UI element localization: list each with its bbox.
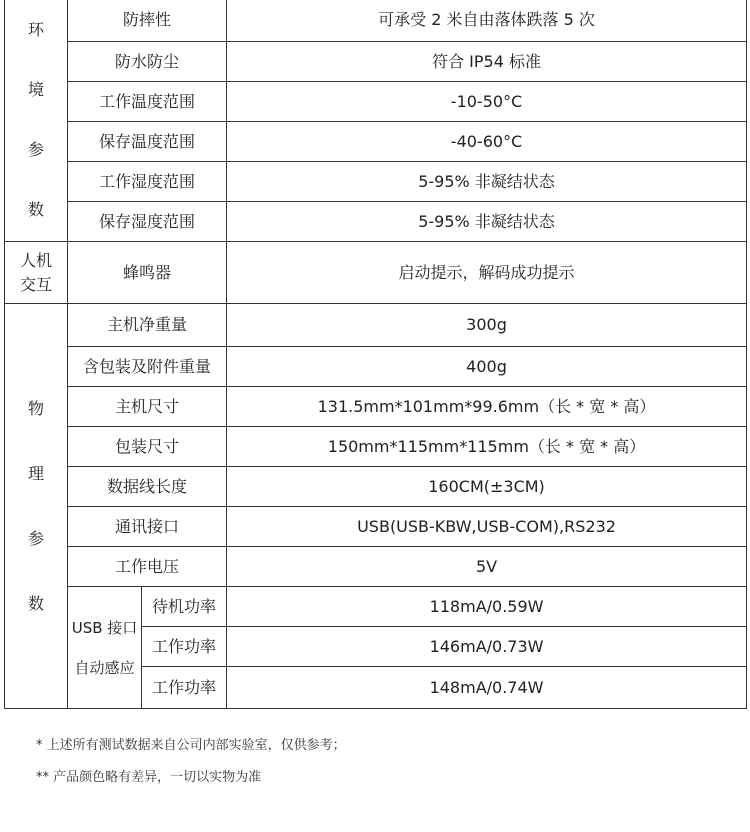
env-category-char: 环: [27, 20, 44, 39]
row-label: 通讯接口: [68, 507, 227, 547]
usb-group-line: USB 接口: [71, 618, 138, 637]
row-label: 防摔性: [68, 0, 227, 42]
table-row: [5, 587, 747, 627]
phys-category-char: 理: [27, 463, 44, 483]
env-category-char: 境: [27, 80, 44, 99]
row-value: -40-60°C: [227, 122, 747, 162]
row-value: 5-95% 非凝结状态: [227, 162, 747, 202]
row-label: 含包装及附件重量: [68, 347, 227, 387]
table-row: [5, 547, 747, 587]
phys-category-cell: [5, 304, 68, 709]
row-value: 可承受 2 米自由落体跌落 5 次: [227, 0, 747, 42]
row-label: 数据线长度: [68, 467, 227, 507]
row-label: 主机净重量: [68, 304, 227, 347]
row-label: 主机尺寸: [68, 387, 227, 427]
env-category-cell: [5, 0, 68, 242]
row-label: 蜂鸣器: [68, 242, 227, 304]
row-value: 5V: [227, 547, 747, 587]
table-row: [5, 202, 747, 242]
table-row: [5, 162, 747, 202]
row-label: 包装尺寸: [68, 427, 227, 467]
table-row: [5, 347, 747, 387]
row-label: 工作功率: [142, 667, 227, 709]
row-value: 118mA/0.59W: [227, 587, 747, 627]
phys-category-char: 物: [27, 398, 44, 418]
env-category-char: 参: [27, 140, 44, 159]
row-value: 148mA/0.74W: [227, 667, 747, 709]
phys-category-char: 参: [27, 528, 44, 548]
table-row: [5, 82, 747, 122]
hmi-category-line: 人机: [19, 250, 52, 270]
usb-group-cell: [68, 587, 142, 709]
row-value: -10-50°C: [227, 82, 747, 122]
table-row: [5, 427, 747, 467]
usb-group-line: 自动感应: [74, 658, 135, 677]
table-row: [5, 507, 747, 547]
row-label: 工作温度范围: [68, 82, 227, 122]
row-value: 131.5mm*101mm*99.6mm（长 * 宽 * 高）: [227, 387, 747, 427]
row-label: 防水防尘: [68, 42, 227, 82]
table-row: [5, 387, 747, 427]
row-value: 146mA/0.73W: [227, 627, 747, 667]
spec-table: [4, 0, 747, 709]
table-row: [5, 0, 747, 42]
row-label: 保存温度范围: [68, 122, 227, 162]
hmi-category-line: 交互: [19, 274, 52, 294]
row-value: USB(USB-KBW,USB-COM),RS232: [227, 507, 747, 547]
phys-category-char: 数: [27, 593, 44, 613]
row-value: 启动提示，解码成功提示: [227, 242, 747, 304]
row-label: 工作功率: [142, 627, 227, 667]
table-row: [5, 304, 747, 347]
row-value: 5-95% 非凝结状态: [227, 202, 747, 242]
row-label: 待机功率: [142, 587, 227, 627]
footnotes: [36, 730, 346, 794]
footnote: * 上述所有测试数据来自公司内部实验室，仅供参考；: [36, 738, 346, 753]
row-label: 保存湿度范围: [68, 202, 227, 242]
row-label: 工作电压: [68, 547, 227, 587]
row-value: 150mm*115mm*115mm（长 * 宽 * 高）: [227, 427, 747, 467]
row-value: 160CM(±3CM): [227, 467, 747, 507]
hmi-category-cell: [5, 242, 68, 304]
table-row: [5, 242, 747, 304]
row-label: 工作湿度范围: [68, 162, 227, 202]
footnote: ** 产品颜色略有差异，一切以实物为准: [36, 770, 262, 785]
table-row: [5, 122, 747, 162]
row-value: 符合 IP54 标准: [227, 42, 747, 82]
table-row: [5, 42, 747, 82]
table-row: [5, 467, 747, 507]
row-value: 300g: [227, 304, 747, 347]
env-category-char: 数: [27, 200, 44, 219]
row-value: 400g: [227, 347, 747, 387]
